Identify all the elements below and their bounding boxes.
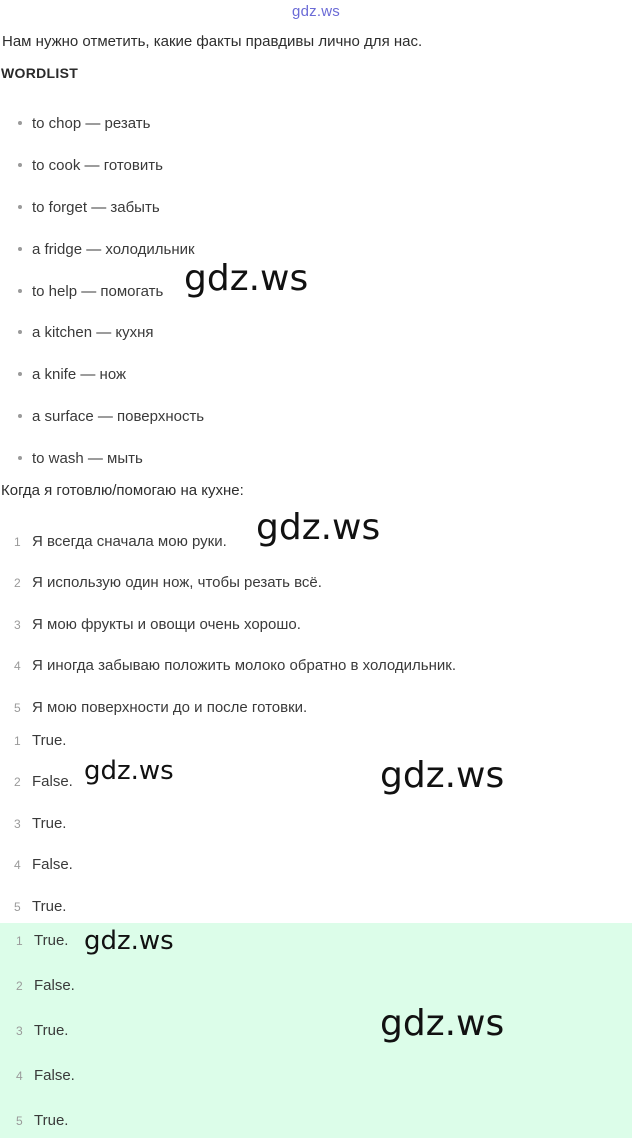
watermark: gdz.ws [84,756,174,786]
bullet-icon [18,330,22,334]
site-watermark-header: gdz.ws [292,3,340,20]
wordlist-item: a fridge — холодильник [18,241,195,258]
highlighted-answer-item: 1 True. [16,932,69,949]
highlighted-answer-item: 5 True. [16,1112,69,1129]
bullet-icon [18,289,22,293]
bullet-icon [18,456,22,460]
statement-item: 2 Я использую один нож, чтобы резать всё. [14,574,322,591]
bullet-icon [18,121,22,125]
statement-item: 3 Я мою фрукты и овощи очень хорошо. [14,616,301,633]
watermark: gdz.ws [380,1003,505,1044]
wordlist-item: to wash — мыть [18,450,143,467]
watermark: gdz.ws [184,258,309,299]
highlighted-answer-item: 4 False. [16,1067,75,1084]
intro-text: Нам нужно отметить, какие факты правдивы лично для нас. [2,33,423,50]
watermark: gdz.ws [84,926,174,956]
bullet-icon [18,414,22,418]
wordlist-item: to help — помогать [18,283,163,300]
answer-item: 3 True. [14,815,67,832]
watermark: gdz.ws [256,507,381,548]
bullet-icon [18,247,22,251]
wordlist-title: WORDLIST [1,65,79,81]
wordlist-item: a surface — поверхность [18,408,204,425]
answer-item: 1 True. [14,732,67,749]
bullet-icon [18,372,22,376]
wordlist-item: to forget — забыть [18,199,160,216]
answer-item: 4 False. [14,856,73,873]
wordlist-item: a kitchen — кухня [18,324,154,341]
statement-item: 5 Я мою поверхности до и после готовки. [14,699,308,716]
section-label: Когда я готовлю/помогаю на кухне: [1,482,244,499]
bullet-icon [18,205,22,209]
highlighted-answer-item: 2 False. [16,977,75,994]
statement-item: 1 Я всегда сначала мою руки. [14,533,227,550]
highlighted-answer-item: 3 True. [16,1022,69,1039]
statement-item: 4 Я иногда забываю положить молоко обратно в холодильник. [14,657,456,674]
wordlist-item: a knife — нож [18,366,126,383]
wordlist-item: to cook — готовить [18,157,163,174]
answer-item: 5 True. [14,898,67,915]
watermark: gdz.ws [380,755,505,796]
answer-item: 2 False. [14,773,73,790]
wordlist-item: to chop — резать [18,115,150,132]
bullet-icon [18,163,22,167]
